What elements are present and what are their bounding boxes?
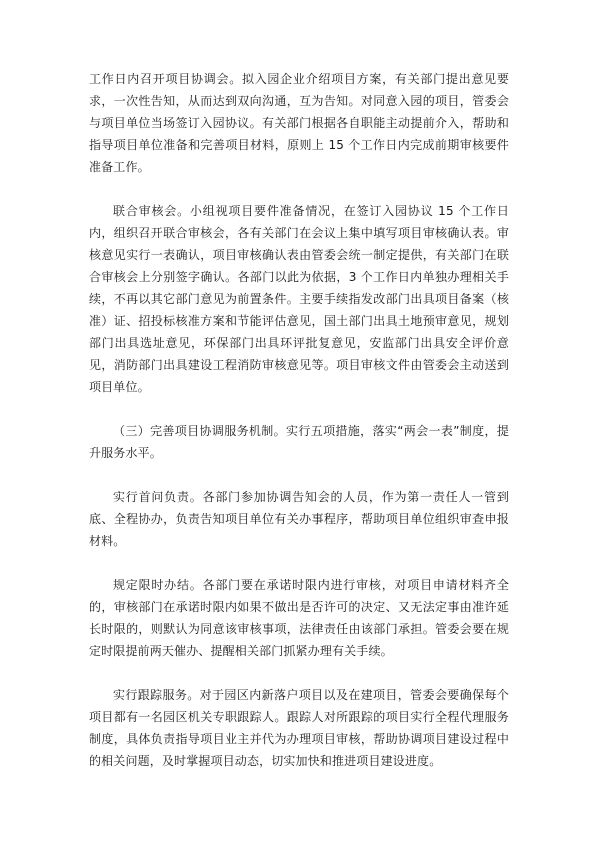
paragraph-time-limit: 规定限时办结。各部门要在承诺时限内进行审核，对项目申请材料齐全的，审核部门在承诺时限内如果不做出是否许可的决定、又无法定事由准许延长时限的，则默认为同意该审核事项，法律责任由该部门承担。管委会要在规定时限提前两天催办、提醒相关部门抓紧办理有关手续。: [89, 578, 509, 658]
paragraph-tracking-service: 实行跟踪服务。对于园区内新落户项目以及在建项目，管委会要确保每个项目都有一名园区机关专职跟踪人。跟踪人对所跟踪的项目实行全程代理服务制度，具体负责指导项目业主并代为办理项目审核，帮助协调项目建设过程中的相关问题，及时掌握项目动态，切实加快和推进项目建设进度。: [89, 688, 509, 768]
paragraph-joint-review: 联合审核会。小组视项目要件准备情况，在签订入园协议 15 个工作日内，组织召开联合审核会，各有关部门在会议上集中填写项目审核确认表。审核意见实行一表确认，项目审核确认表由管委会统一制定提供，有关部门在联合审核会上分别签字确认。各部门以此为依据，3 个工作日内单独办理相关手续，不再以其它部门意见为前置条件。主要手续指发改部门出具项目备案（核准）证、招投标核准方案和节能评估意见，国土部门出具土地预审意见，规划部门出具选址意见，环保部门出具环评批复意见，安监部门出具安全评价意见，消防部门出具建设工程消防审核意见等。项目审核文件由管委会主动送到项目单位。: [89, 204, 509, 394]
document-body: [89, 68, 509, 794]
paragraph-continuation: 工作日内召开项目协调会。拟入园企业介绍项目方案，有关部门提出意见要求，一次性告知，从而达到双向沟通，互为告知。对同意入园的项目，管委会与项目单位当场签订入园协议。有关部门根据各自职能主动提前介入，帮助和指导项目单位准备和完善项目材料，原则上 15 个工作日内完成前期审核要件准备工作。: [89, 72, 509, 174]
paragraph-first-responsibility: 实行首问负责。各部门参加协调告知会的人员，作为第一责任人一管到底、全程协办，负责告知项目单位有关办事程序，帮助项目单位组织审查申报材料。: [89, 490, 509, 548]
paragraph-section-heading: （三）完善项目协调服务机制。实行五项措施，落实“两会一表”制度，提升服务水平。: [89, 424, 509, 460]
